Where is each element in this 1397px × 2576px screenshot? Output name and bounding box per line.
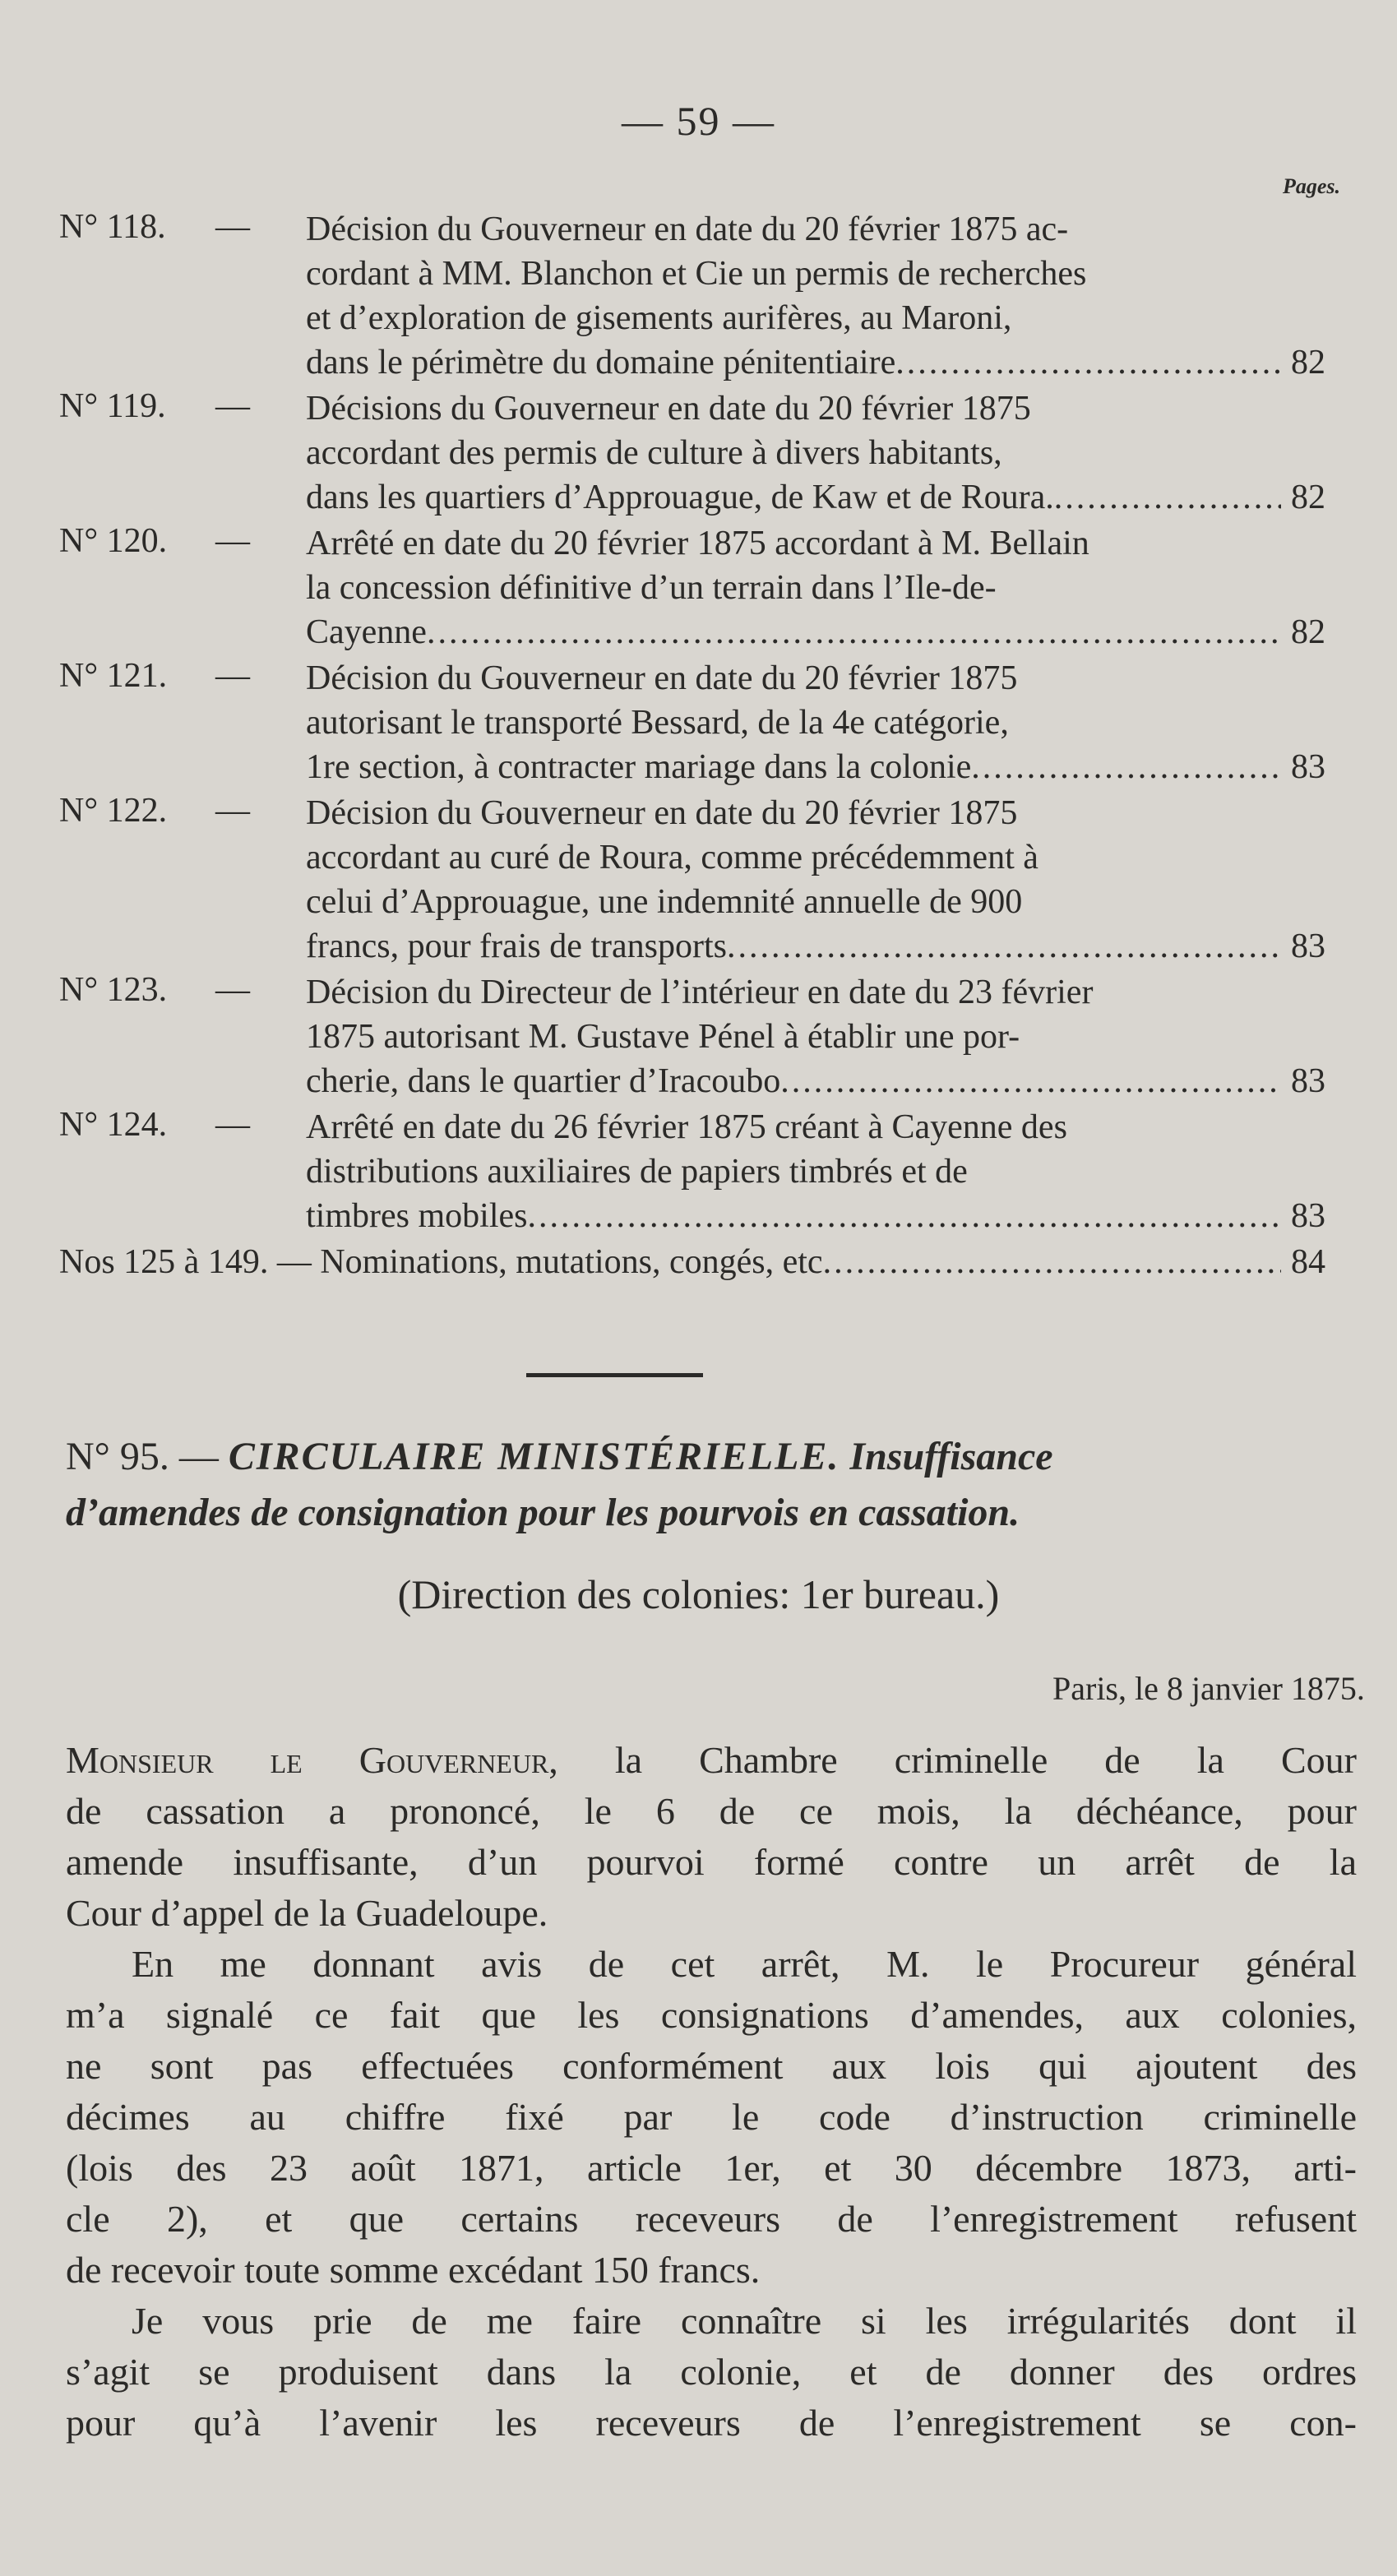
toc-entry-line: autorisant le transporté Bessard, de la 4e catégorie, <box>306 704 1009 742</box>
toc-entry <box>59 521 1325 654</box>
table-of-contents <box>59 207 1325 1286</box>
toc-entry-line: cherie, dans le quartier d’Iracoubo <box>306 1062 781 1100</box>
section-divider <box>526 1373 703 1377</box>
dot-leader <box>971 745 1281 789</box>
body-line: s’agit se produisent dans la colonie, et de donner des ordres <box>66 2351 1357 2393</box>
toc-entry-line: 1re section, à contracter mariage dans la colonie <box>306 748 972 786</box>
toc-entry-line: Décision du Gouverneur en date du 20 février 1875 <box>306 659 1018 697</box>
toc-entry-number: N° 118. <box>59 208 166 246</box>
toc-entry-number: N° 123. <box>59 971 168 1009</box>
toc-entry-line: dans le périmètre du domaine pénitentiaire <box>306 344 896 382</box>
toc-entry-dash: — <box>215 208 250 246</box>
direction-line: (Direction des colonies: 1er bureau.) <box>397 1571 1000 1617</box>
body-line: ne sont pas effectuées conformément aux lois qui ajoutent des <box>66 2045 1357 2087</box>
toc-entry <box>59 656 1325 789</box>
body-line: Cour d’appel de la Guadeloupe. <box>66 1892 548 1934</box>
body-line: de cassation a prononcé, le 6 de ce mois, la déchéance, pour <box>66 1790 1357 1832</box>
toc-entry-dash: — <box>215 971 250 1009</box>
toc-entry-dash: — <box>215 657 250 695</box>
toc-entry-text <box>306 791 1325 969</box>
toc-entry-line: dans les quartiers d’Approuague, de Kaw et de Roura. <box>306 479 1054 516</box>
toc-entry-dash: — <box>215 792 250 830</box>
toc-entry-text <box>306 521 1325 654</box>
toc-entry-line: Arrêté en date du 26 février 1875 créant à Cayenne des <box>306 1108 1067 1146</box>
heading-line-1 <box>66 1431 1348 1483</box>
toc-entry-page: 82 <box>1291 344 1325 382</box>
toc-entry-text <box>306 1105 1325 1238</box>
toc-entry-last-line <box>306 475 1325 520</box>
body-line: m’a signalé ce fait que les consignations d’amendes, aux colonies, <box>66 1994 1357 2036</box>
toc-entry-last-line <box>306 610 1325 654</box>
toc-entry-line: timbres mobiles <box>306 1197 528 1235</box>
date-line: Paris, le 8 janvier 1875. <box>1052 1670 1365 1707</box>
toc-entry <box>59 1105 1325 1238</box>
circular-heading <box>66 1431 1348 1539</box>
heading-number: N° 95. — <box>66 1435 219 1478</box>
toc-entry-text <box>306 386 1325 520</box>
toc-entry-number: N° 121. <box>59 657 168 695</box>
body-line: pour qu’à l’avenir les receveurs de l’enregistrement se con- <box>66 2402 1357 2444</box>
toc-entry-line: Arrêté en date du 20 février 1875 accordant à M. Bellain <box>306 525 1089 562</box>
toc-entry-line: Décision du Gouverneur en date du 20 février 1875 ac- <box>306 210 1069 248</box>
toc-entry-line: cordant à MM. Blanchon et Cie un permis de recherches <box>306 255 1087 293</box>
toc-entry-line: distributions auxiliaires de papiers timbrés et de <box>306 1153 968 1191</box>
toc-entry-last-line <box>306 1194 1325 1238</box>
toc-entry-number: N° 120. <box>59 522 168 560</box>
toc-entry-last-line <box>306 745 1325 789</box>
heading-title: CIRCULAIRE MINISTÉRIELLE. <box>228 1435 840 1478</box>
toc-entry-line: Cayenne <box>306 613 427 651</box>
toc-entry <box>59 207 1325 385</box>
toc-entry-line: Décisions du Gouverneur en date du 20 février 1875 <box>306 390 1031 428</box>
toc-entry-line: Décision du Gouverneur en date du 20 février 1875 <box>306 794 1018 832</box>
page-number: — 59 — <box>622 98 775 144</box>
toc-entry <box>59 1240 1325 1284</box>
toc-entry <box>59 386 1325 520</box>
toc-entry-text <box>306 970 1325 1103</box>
toc-entry-line: francs, pour frais de transports <box>306 927 727 965</box>
toc-entry-line: la concession définitive d’un terrain dans l’Ile-de- <box>306 569 997 607</box>
toc-entry-page: 82 <box>1291 479 1325 516</box>
toc-entry-text <box>306 207 1325 385</box>
toc-entry-number: N° 122. <box>59 792 168 830</box>
body-line: Monsieur le Gouverneur, la Chambre criminelle de la Cour <box>66 1739 1357 1781</box>
toc-entry-dash: — <box>215 522 250 560</box>
paragraph-2 <box>66 1939 1357 2296</box>
dot-leader <box>1054 475 1281 520</box>
heading-line-2: d’amendes de consignation pour les pourvois en cassation. <box>66 1491 1020 1534</box>
toc-entry-page: 82 <box>1291 613 1325 651</box>
dot-leader <box>727 924 1281 969</box>
pages-column-header: Pages. <box>1283 174 1341 198</box>
dot-leader <box>823 1240 1281 1284</box>
toc-entry-line: Nos 125 à 149. — Nominations, mutations, congés, etc <box>59 1243 823 1281</box>
toc-entry-page: 83 <box>1291 748 1325 786</box>
toc-entry-line: celui d’Approuague, une indemnité annuelle de 900 <box>306 883 1023 921</box>
paragraph-3 <box>66 2296 1357 2449</box>
toc-entry-line: et d’exploration de gisements aurifères, au Maroni, <box>306 299 1012 337</box>
body-line: amende insuffisante, d’un pourvoi formé contre un arrêt de la <box>66 1841 1357 1883</box>
toc-entry-line: 1875 autorisant M. Gustave Pénel à établir une por- <box>306 1018 1020 1056</box>
toc-entry-page: 83 <box>1291 1062 1325 1100</box>
dot-leader <box>427 610 1281 654</box>
heading-subject: Insuffisance <box>849 1435 1053 1478</box>
toc-entry-last-line <box>59 1240 1325 1284</box>
toc-entry-dash: — <box>215 387 250 425</box>
toc-entry <box>59 970 1325 1103</box>
toc-entry-line: accordant au curé de Roura, comme précédemment à <box>306 839 1038 876</box>
toc-entry-number: N° 124. <box>59 1106 168 1144</box>
toc-entry-text <box>59 1240 1325 1284</box>
dot-leader <box>527 1194 1281 1238</box>
body-line: décimes au chiffre fixé par le code d’instruction criminelle <box>66 2096 1357 2138</box>
body-line: (lois des 23 août 1871, article 1er, et 30 décembre 1873, arti- <box>66 2147 1357 2189</box>
toc-entry-dash: — <box>215 1106 250 1144</box>
toc-entry <box>59 791 1325 969</box>
dot-leader <box>895 340 1281 385</box>
toc-entry-line: accordant des permis de culture à divers habitants, <box>306 434 1002 472</box>
toc-entry-text <box>306 656 1325 789</box>
body-line: de recevoir toute somme excédant 150 francs. <box>66 2249 761 2291</box>
salutation: Monsieur le Gouverneur, <box>66 1739 615 1781</box>
toc-entry-last-line <box>306 1059 1325 1103</box>
dot-leader <box>780 1059 1281 1103</box>
toc-entry-page: 83 <box>1291 927 1325 965</box>
letter-body <box>66 1735 1357 2449</box>
toc-entry-last-line <box>306 340 1325 385</box>
toc-entry-number: N° 119. <box>59 387 166 425</box>
toc-entry-line: Décision du Directeur de l’intérieur en date du 23 février <box>306 974 1094 1011</box>
paragraph-1 <box>66 1735 1357 1939</box>
toc-entry-page: 83 <box>1291 1197 1325 1235</box>
toc-entry-last-line <box>306 924 1325 969</box>
body-line: cle 2), et que certains receveurs de l’enregistrement refusent <box>66 2198 1357 2240</box>
body-line: En me donnant avis de cet arrêt, M. le Procureur général <box>132 1943 1357 1985</box>
toc-entry-page: 84 <box>1291 1243 1325 1281</box>
body-line: Je vous prie de me faire connaître si les irrégularités dont il <box>132 2300 1357 2342</box>
